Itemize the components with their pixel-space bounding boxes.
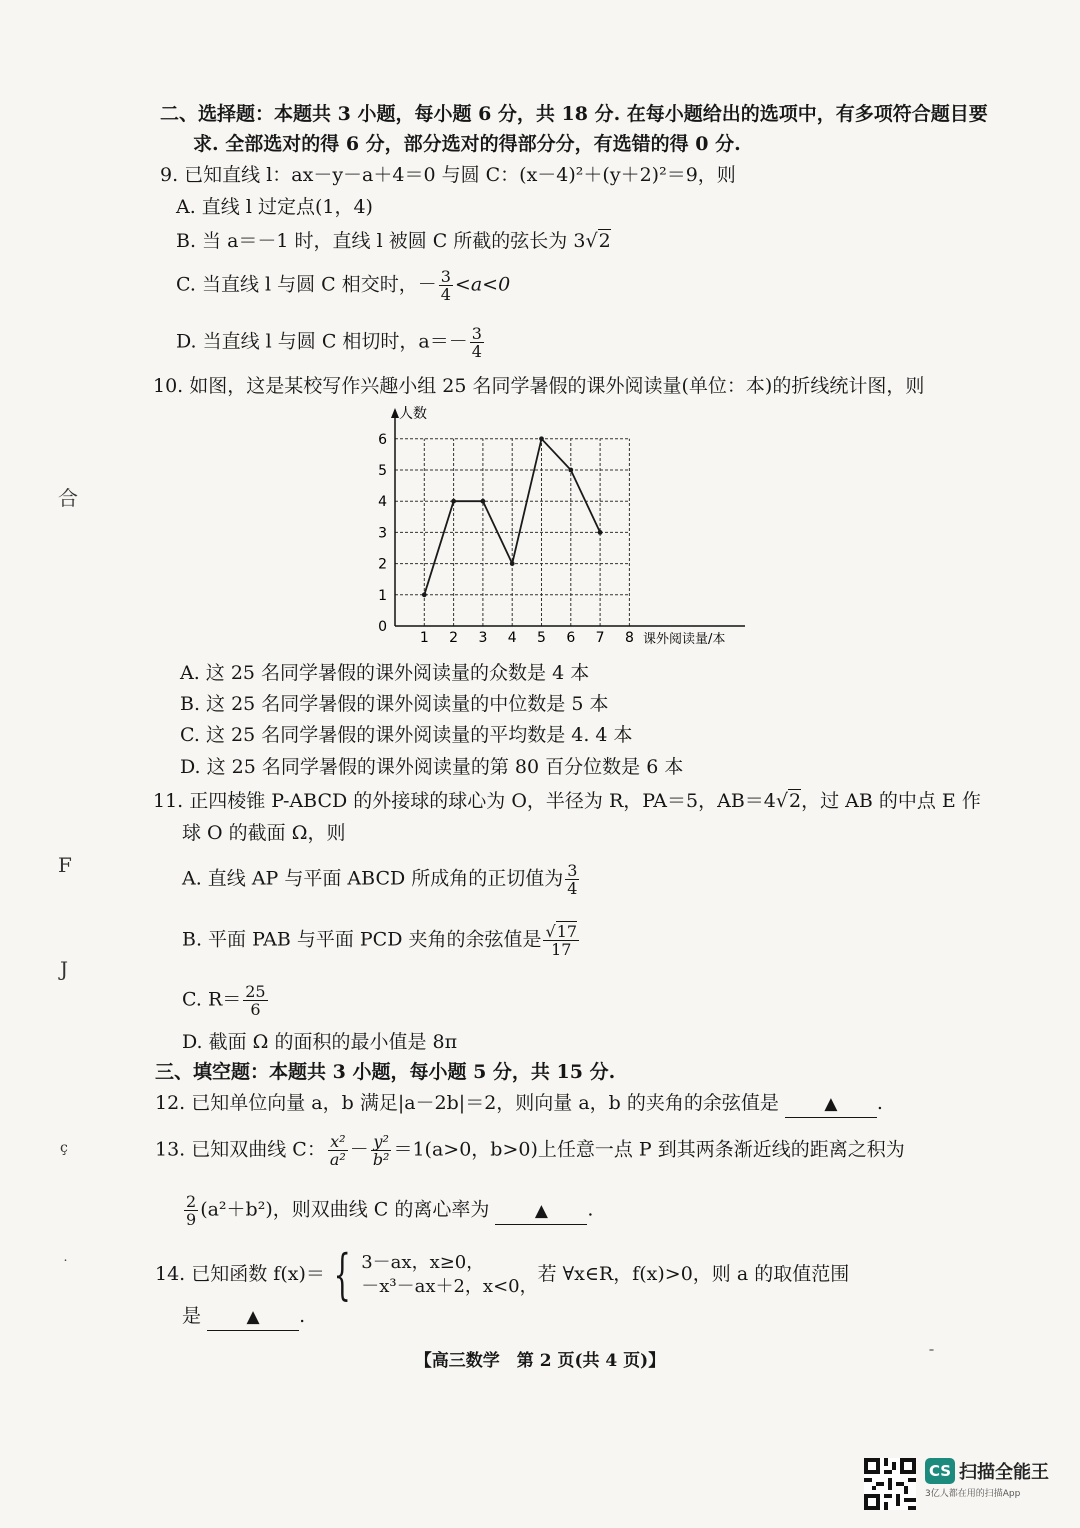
q11-stem-post: ，过 AB 的中点 E 作 [801,790,981,812]
q11-b-text: B. 平面 PAB 与平面 PCD 夹角的余弦值是 [182,928,542,951]
chart-grid [395,439,629,626]
brand-name: 扫描全能王 [959,1462,1049,1483]
q9-option-a: A. 直线 l 过定点(1，4) [176,196,373,218]
q14-line2 [182,1303,305,1331]
section3-header: 三、填空题：本题共 3 小题，每小题 5 分，共 15 分. [155,1061,616,1083]
chart-axes [391,408,745,626]
q10-option-d: D. 这 25 名同学暑假的课外阅读量的第 80 百分位数是 6 本 [180,756,684,778]
chart-ticks [378,432,634,646]
x-tick-8: 8 [624,630,634,646]
page-footer: 【高三数学 第 2 页(共 4 页)】 [414,1351,666,1371]
q11-sqrt-symbol: √ [775,790,789,812]
q13-l2-den: 9 [186,1210,197,1229]
q13-answer-blank[interactable] [495,1197,587,1225]
q13-l2-text: (a²＋b²)，则双曲线 C 的离心率为 [200,1198,490,1221]
q14-post: 若 ∀x∈R，f(x)>0，则 a 的取值范围 [537,1263,850,1285]
data-point-5 [539,436,544,441]
y-tick-1: 1 [378,587,387,604]
q13-f1-den: a² [329,1150,346,1169]
q9-option-c [176,268,510,303]
y-tick-6: 6 [378,431,387,448]
q13-line1 [155,1133,905,1168]
q11-b-num [543,923,579,941]
q14-brace: { [333,1243,351,1306]
q11-stem-line2: 球 O 的截面 Ω，则 [182,822,346,844]
y-tick-0: 0 [378,619,387,635]
series-line [424,439,600,595]
x-tick-4: 4 [507,630,517,646]
q13-l2-num: 2 [186,1192,197,1211]
data-point-1 [422,592,427,597]
q14-answer-blank[interactable] [207,1303,299,1331]
q13-pre: 13. 已知双曲线 C： [155,1138,326,1161]
margin-mark-3: J [60,957,69,981]
x-tick-3: 3 [478,630,488,646]
margin-mark-5: ˙ [62,1258,69,1274]
q11-a-den: 4 [567,879,578,898]
q11-a-fraction [565,862,579,897]
q9-c-den: 4 [440,285,451,304]
margin-mark-6: ¯ [928,1348,935,1364]
margin-mark-4: ç [60,1140,68,1156]
q14-line1 [155,1243,850,1306]
q9-b-radicand: 2 [598,230,611,252]
q9-stem: 9. 已知直线 l：ax－y－a＋4＝0 与圆 C：(x－4)²＋(y＋2)²＝9，则 [160,164,736,186]
y-tick-4: 4 [378,494,387,511]
x-tick-2: 2 [449,630,459,646]
brand-slogan: 3亿人都在用的扫描App [925,1489,1021,1499]
margin-mark-2: F [58,853,72,877]
q9-d-den: 4 [471,342,482,361]
y-tick-2: 2 [378,556,387,573]
q13-f2-den: b² [372,1150,390,1169]
q9-c-fraction [439,268,453,303]
x-tick-7: 7 [595,630,605,646]
q9-c-text: C. 当直线 l 与圆 C 相交时，－ [176,273,437,296]
q12 [155,1090,883,1118]
q12-end: . [876,1092,883,1114]
q11-stem-line1 [153,788,981,814]
data-point-7 [598,530,603,535]
q13-f1-num: x² [330,1132,346,1151]
q12-answer-blank[interactable] [785,1090,877,1118]
qr-code-icon [864,1458,916,1510]
q10-option-a: A. 这 25 名同学暑假的课外阅读量的众数是 4 本 [180,662,590,684]
q10-option-b: B. 这 25 名同学暑假的课外阅读量的中位数是 5 本 [180,693,609,715]
q13-l2-fraction [184,1193,198,1228]
q11-option-c [182,983,270,1018]
q11-stem-text: 11. 正四棱锥 P-ABCD 的外接球的球心为 O，半径为 R，PA＝5，AB＝4 [153,790,776,812]
q13-minus: － [349,1138,369,1161]
q12-text: 12. 已知单位向量 a，b 满足|a－2b|＝2，则向量 a，b 的夹角的余弦值是 [155,1092,779,1114]
q14-case2: －x³－ax＋2，x<0， [361,1276,538,1297]
q10-option-c: C. 这 25 名同学暑假的课外阅读量的平均数是 4. 4 本 [180,724,633,746]
q14-pre: 14. 已知函数 f(x)＝ [155,1263,325,1285]
q9-option-d [176,325,486,360]
chart-xlabel: 课外阅读量/本 [643,632,726,647]
q14-cases [361,1251,537,1299]
q14-line2-text: 是 [182,1305,202,1327]
q9-b-sqrt-symbol: √ [585,230,598,252]
scanner-brand [925,1458,1049,1499]
q14-case1: 3－ax，x≥0， [361,1252,485,1273]
q11-option-b [182,923,581,958]
y-tick-5: 5 [378,463,387,479]
q13-triangle-icon: ▲ [534,1200,548,1221]
data-point-3 [481,499,486,504]
y-axis-arrow [391,408,399,418]
camscanner-logo: CS [925,1458,955,1484]
q11-b-den: 17 [551,940,572,959]
q11-radicand: 2 [789,790,802,812]
q10-line-chart [355,400,755,650]
q14-end: . [299,1305,306,1327]
data-point-4 [510,561,515,566]
q13-line2 [182,1193,593,1228]
chart-ylabel: 人数 [399,406,427,422]
q11-option-d: D. 截面 Ω 的面积的最小值是 8π [182,1031,458,1053]
q14-piecewise [325,1243,538,1306]
q13-fraction-x [328,1133,348,1168]
q11-c-num: 25 [245,982,266,1001]
x-tick-1: 1 [419,630,429,646]
q11-a-num: 3 [567,861,578,880]
q9-option-b [176,228,611,254]
q13-end: . [587,1198,594,1221]
q11-b-radicand: 17 [556,922,578,941]
q11-c-text: C. R＝ [182,988,242,1011]
section2-line2: 求. 全部选对的得 6 分，部分选对的得部分分，有选错的得 0 分. [193,133,741,155]
section2-line1: 二、选择题：本题共 3 小题，每小题 6 分，共 18 分. 在每小题给出的选项中，有多项符合题目要 [160,103,988,125]
q9-d-fraction [470,325,484,360]
q11-c-fraction [243,983,267,1018]
data-point-2 [451,499,456,504]
q9-d-num: 3 [471,324,482,343]
q11-b-sqrt-symbol: √ [545,922,556,941]
q13-f2-num: y² [373,1132,389,1151]
q9-c-num: 3 [440,267,451,286]
y-tick-3: 3 [378,525,387,542]
q11-c-den: 6 [250,1000,261,1019]
q9-b-text: B. 当 a＝－1 时，直线 l 被圆 C 所截的弦长为 3 [176,230,586,252]
data-point-6 [568,468,573,473]
q9-c-inequality: <a<0 [454,273,511,296]
x-tick-6: 6 [566,630,576,646]
q13-fraction-y [371,1133,392,1168]
q11-b-fraction [543,923,579,958]
q9-d-text: D. 当直线 l 与圆 C 相切时，a＝－ [176,330,468,353]
q14-triangle-icon: ▲ [246,1307,260,1327]
q12-triangle-icon: ▲ [824,1094,838,1114]
q11-a-text: A. 直线 AP 与平面 ABCD 所成角的正切值为 [182,867,564,890]
q13-post: ＝1(a>0，b>0)上任意一点 P 到其两条渐近线的距离之积为 [393,1138,905,1161]
q10-stem: 10. 如图，这是某校写作兴趣小组 25 名同学暑假的课外阅读量(单位：本)的折线统计图，则 [153,375,925,397]
margin-mark-1: 合 [58,486,78,510]
q11-option-a [182,862,581,897]
x-tick-5: 5 [537,630,546,646]
